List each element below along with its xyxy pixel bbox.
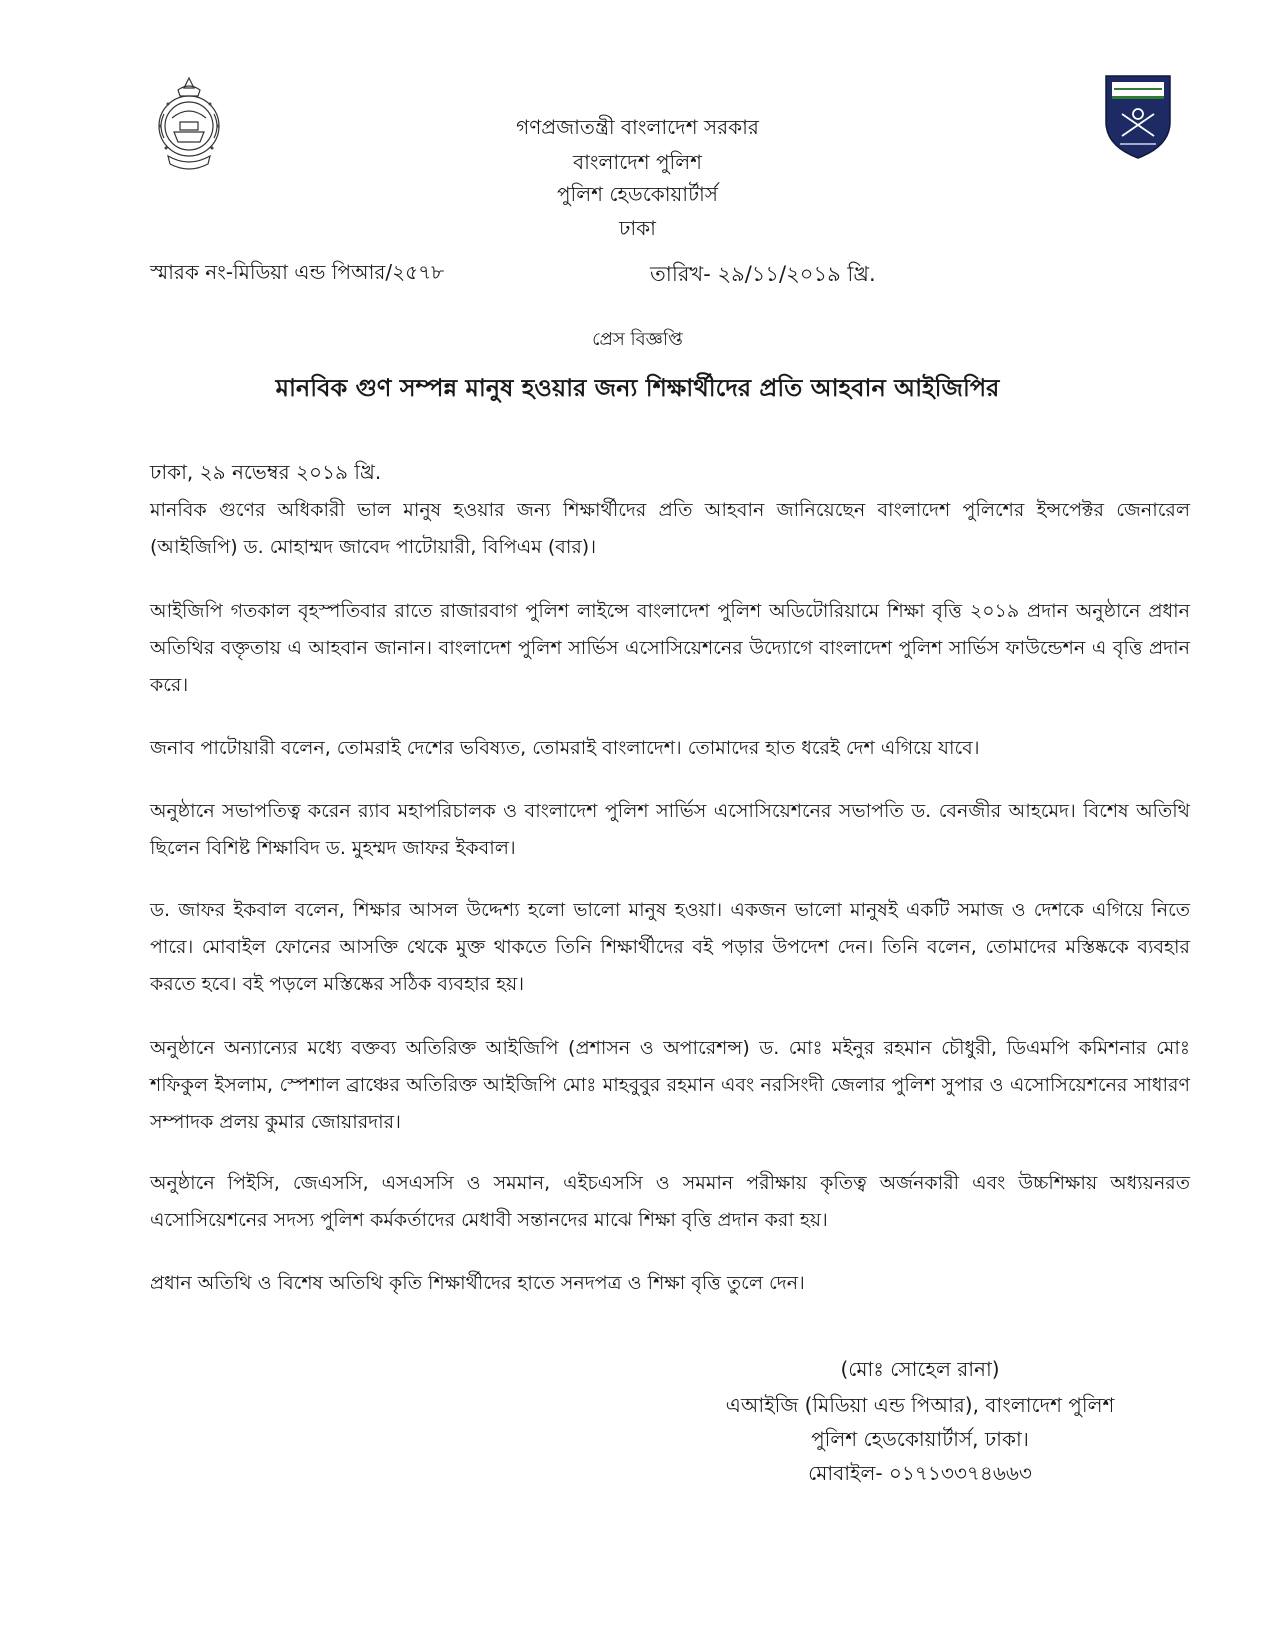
paragraph-6: অনুষ্ঠানে অন্যান্যের মধ্যে বক্তব্য অতিরিক্ত আইজিপি (প্রশাসন ও অপারেশন্স) ড. মোঃ মইনুর রহমান চৌধুরী, ডিএমপি কমিশনার মোঃ শফিকুল ইসলাম, স্পেশাল ব্রাঞ্চের অতিরিক্ত আইজিপি মোঃ মাহবুবুর রহমান এবং নরসিংদী জেলার পুলিশ সুপার ও এসোসিয়েশনের সাধারণ সম্পাদক প্রলয় কুমার জোয়ারদার। xyxy=(150,1037,1190,1133)
paragraph-3: জনাব পাটোয়ারী বলেন, তোমরাই দেশের ভবিষ্যত, তোমরাই বাংলাদেশ। তোমাদের হাত ধরেই দেশ এগিয়ে যাবে। xyxy=(150,737,980,759)
signatory-mobile: মোবাইল- ০১৭১৩৩৭৪৬৬৩ xyxy=(808,1461,1032,1485)
paragraph-2: আইজিপি গতকাল বৃহস্পতিবার রাতে রাজারবাগ পুলিশ লাইন্সে বাংলাদেশ পুলিশ অডিটোরিয়ামে শিক্ষা বৃত্তি ২০১৯ প্রদান অনুষ্ঠানে প্রধান অতিথির বক্তৃতায় এ আহবান জানান। বাংলাদেশ পুলিশ সার্ভিস এসোসিয়েশনের উদ্যোগে বাংলাদেশ পুলিশ সার্ভিস ফাউন্ডেশন এ বৃত্তি প্রদান করে। xyxy=(150,600,1190,696)
headline: মানবিক গুণ সম্পন্ন মানুষ হওয়ার জন্য শিক্ষার্থীদের প্রতি আহবান আইজিপির xyxy=(275,374,1000,402)
signatory-office: পুলিশ হেডকোয়ার্টার্স, ঢাকা। xyxy=(811,1427,1029,1451)
city-name: ঢাকা xyxy=(619,216,656,240)
paragraph-1: মানবিক গুণের অধিকারী ভাল মানুষ হওয়ার জন্য শিক্ষার্থীদের প্রতি আহবান জানিয়েছেন বাংলাদেশ পুলিশের ইন্সপেক্টর জেনারেল (আইজিপি) ড. মোহাম্মদ জাবেদ পাটোয়ারী, বিপিএম (বার)। xyxy=(150,499,1190,558)
paragraph-7: অনুষ্ঠানে পিইসি, জেএসসি, এসএসসি ও সমমান, এইচএসসি ও সমমান পরীক্ষায় কৃতিত্ব অর্জনকারী এবং উচ্চশিক্ষায় অধ্যয়নরত এসোসিয়েশনের সদস্য পুলিশ কর্মকর্তাদের মেধাবী সন্তানদের মাঝে শিক্ষা বৃত্তি প্রদান করা হয়। xyxy=(150,1172,1190,1231)
paragraph-4: অনুষ্ঠানে সভাপতিত্ব করেন র‍্যাব মহাপরিচালক ও বাংলাদেশ পুলিশ সার্ভিস এসোসিয়েশনের সভাপতি ড. বেনজীর আহমেদ। বিশেষ অতিথি ছিলেন বিশিষ্ট শিক্ষাবিদ ড. মুহম্মদ জাফর ইকবাল। xyxy=(150,800,1190,859)
issue-date: তারিখ- ২৯/১১/২০১৯ খ্রি. xyxy=(650,262,876,286)
press-release-label: প্রেস বিজ্ঞপ্তি xyxy=(592,329,683,350)
govt-name: গণপ্রজাতন্ত্রী বাংলাদেশ সরকার xyxy=(516,115,759,139)
paragraph-5: ড. জাফর ইকবাল বলেন, শিক্ষার আসল উদ্দেশ্য হলো ভালো মানুষ হওয়া। একজন ভালো মানুষই একটি সমাজ ও দেশকে এগিয়ে নিতে পারে। মোবাইল ফোনের আসক্তি থেকে মুক্ত থাকতে তিনি শিক্ষার্থীদের বই পড়ার উপদেশ দেন। তিনি বলেন, তোমাদের মস্তিষ্ককে ব্যবহার করতে হবে। বই পড়লে মস্তিষ্কের সঠিক ব্যবহার হয়। xyxy=(150,899,1190,995)
dateline: ঢাকা, ২৯ নভেম্বর ২০১৯ খ্রি. xyxy=(150,460,382,484)
memo-number: স্মারক নং-মিডিয়া এন্ড পিআর/২৫৭৮ xyxy=(150,260,445,284)
office-name: পুলিশ হেডকোয়ার্টার্স xyxy=(556,182,719,206)
paragraph-8: প্রধান অতিথি ও বিশেষ অতিথি কৃতি শিক্ষার্থীদের হাতে সনদপত্র ও শিক্ষা বৃত্তি তুলে দেন। xyxy=(150,1272,805,1294)
signatory-designation: এআইজি (মিডিয়া এন্ড পিআর), বাংলাদেশ পুলিশ xyxy=(725,1393,1115,1417)
department-name: বাংলাদেশ পুলিশ xyxy=(572,150,702,174)
signatory-name: (মোঃ সোহেল রানা) xyxy=(840,1357,1000,1381)
